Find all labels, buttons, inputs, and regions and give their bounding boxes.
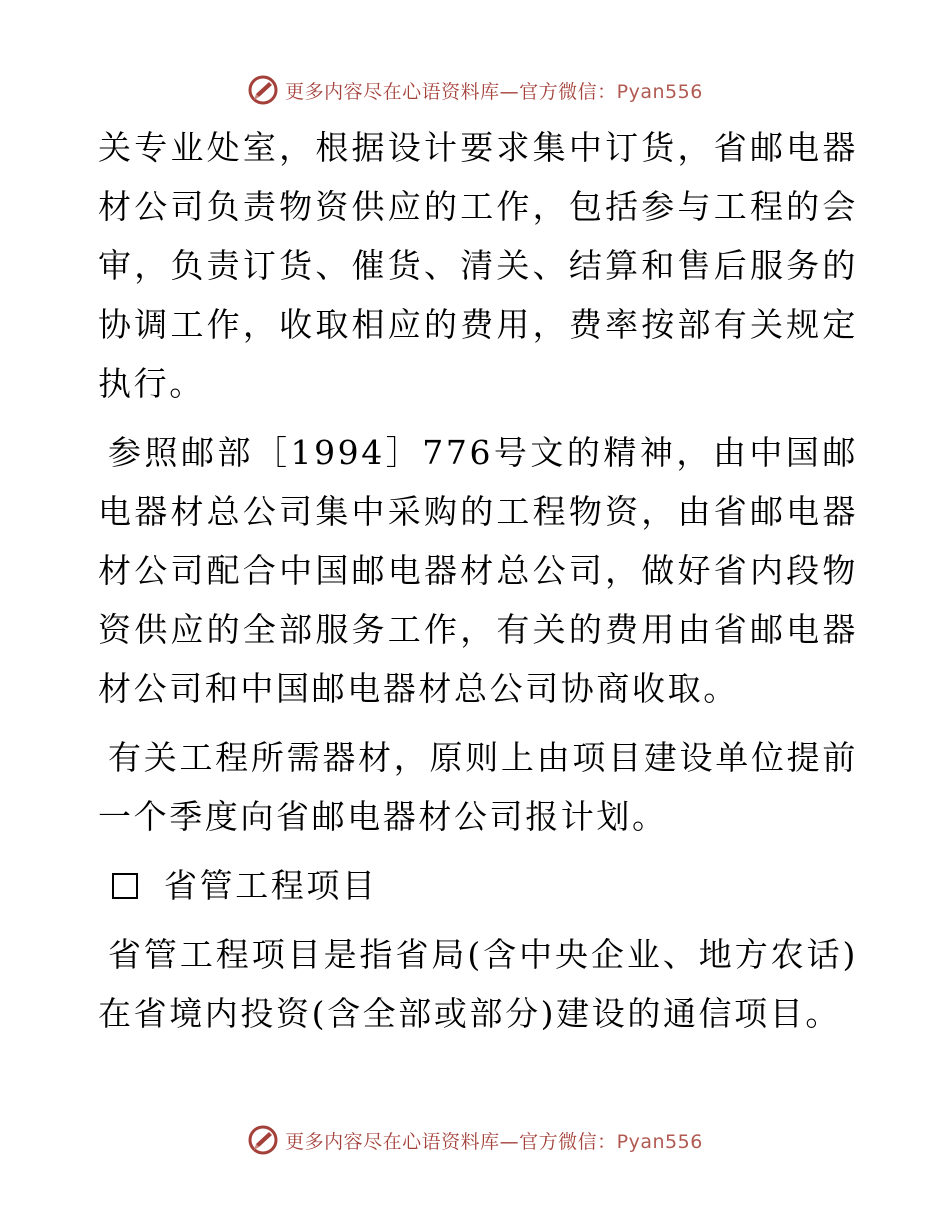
- footer-banner-text: 更多内容尽在心语资料库—官方微信：Pyan556: [285, 1130, 703, 1153]
- paragraph-1: 关专业处室，根据设计要求集中订货，省邮电器材公司负责物资供应的工作，包括参与工程的会审，负责订货、催货、清关、结算和售后服务的协调工作，收取相应的费用，费率按部有关规定执行。: [98, 128, 858, 403]
- header-banner: [0, 70, 950, 110]
- paragraph-2: 参照邮部［1994］776号文的精神，由中国邮电器材总公司集中采购的工程物资，由省邮电器材公司配合中国邮电器材总公司，做好省内段物资供应的全部服务工作，有关的费用由省邮电器材公司和中国邮电器材总公司协商收取。: [98, 433, 858, 708]
- document-body: [98, 118, 858, 1043]
- header-wechat-account: Pyan556: [616, 80, 703, 103]
- paragraph-3: 有关工程所需器材，原则上由项目建设单位提前一个季度向省邮电器材公司报计划。: [98, 738, 858, 836]
- header-banner-text: 更多内容尽在心语资料库—官方微信：Pyan556: [285, 80, 703, 103]
- paragraph-4: 省管工程项目是指省局(含中央企业、地方农话)在省境内投资(含全部或部分)建设的通信项目。: [98, 935, 858, 1033]
- section-heading-text: 省管工程项目: [164, 866, 378, 905]
- logo-icon: [247, 74, 279, 106]
- checkbox-icon: [112, 873, 138, 899]
- logo-icon: [247, 1124, 279, 1156]
- footer-wechat-account: Pyan556: [616, 1130, 703, 1153]
- section-heading: [98, 856, 858, 915]
- footer-banner: [0, 1120, 950, 1160]
